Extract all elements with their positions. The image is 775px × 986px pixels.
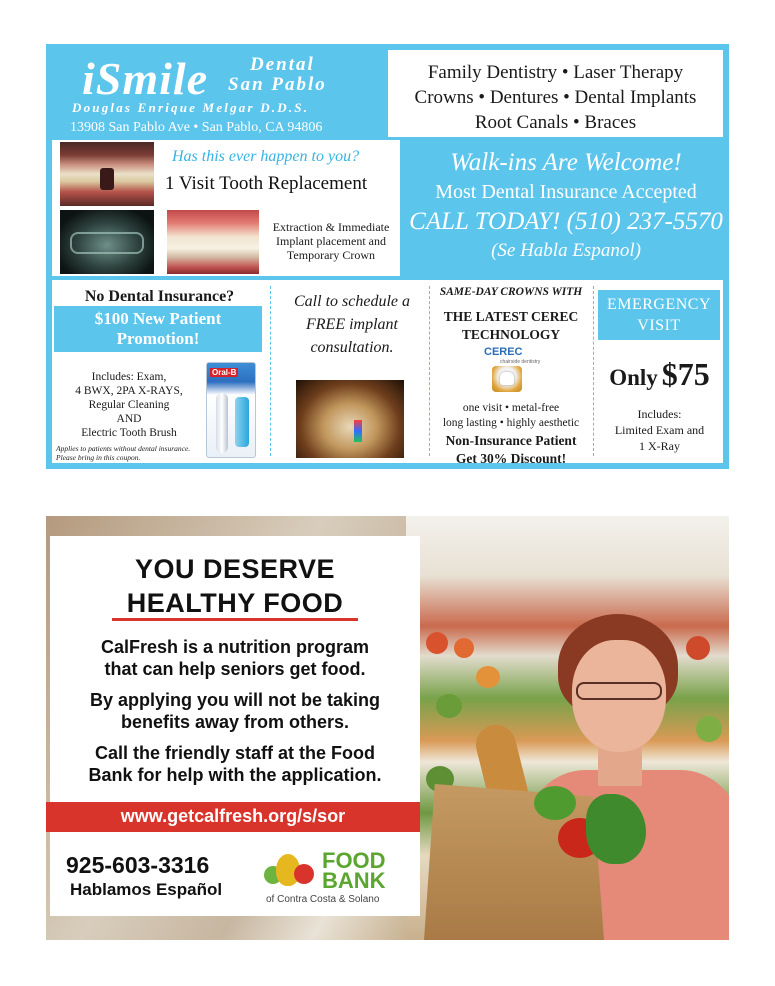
emergency-visit-title [598, 290, 720, 340]
dashed-divider [270, 286, 271, 456]
dental-ad [46, 44, 729, 469]
body-line: benefits away from others. [120, 712, 350, 732]
insurance-accepted: Most Dental Insurance Accepted [435, 181, 697, 203]
body-line: Bank for help with the application. [88, 765, 382, 785]
spanish-spoken: (Se Habla Espanol) [491, 240, 641, 261]
emergency-title-line: VISIT [637, 317, 681, 334]
calfresh-ad [46, 516, 729, 940]
ismile-logo [54, 50, 384, 134]
promo-fine-print [56, 444, 206, 462]
electric-toothbrush-image [206, 362, 256, 458]
doctor-name: Douglas Enrique Melgar D.D.S. [72, 100, 310, 115]
clinic-address: 13908 San Pablo Ave • San Pablo, CA 94806 [70, 120, 323, 135]
calfresh-info-card [50, 536, 420, 916]
emergency-coupon [596, 280, 723, 463]
emergency-title-line: EMERGENCY [606, 296, 712, 313]
logo-subtitle: of Contra Costa & Solano [266, 894, 380, 905]
body-line: that can help seniors get food. [104, 659, 366, 679]
logo-food: FOOD [322, 848, 386, 873]
missing-tooth-photo [60, 142, 154, 206]
spanish-spoken: Hablamos Español [70, 880, 223, 899]
cerec-headline: SAME-DAY CROWNS WITH [439, 286, 583, 298]
service-line: Family Dentistry • Laser Therapy [427, 62, 684, 83]
emergency-price [596, 356, 723, 393]
price-amount: $75 [661, 356, 710, 392]
url-banner [46, 802, 420, 832]
implant-consultation-text: Call to schedule a FREE implant consultation. [294, 293, 410, 356]
call-today-phone: CALL TODAY! (510) 237-5570 [409, 208, 723, 235]
headline-line: HEALTHY FOOD [126, 588, 344, 618]
fine-print-line: Applies to patients without dental insurance. [56, 444, 191, 453]
tooth-replacement-panel [52, 140, 400, 276]
body-line: CalFresh is a nutrition program [100, 637, 370, 657]
body-line: Call the friendly staff at the Food [94, 743, 376, 763]
grocery-bag-image [424, 784, 604, 940]
calfresh-url[interactable]: www.getcalfresh.org/s/sor [120, 806, 346, 826]
headline-underline [112, 618, 358, 621]
dental-scan-photo [60, 210, 154, 274]
walk-ins-block [406, 148, 726, 264]
includes-line: Includes: [637, 407, 682, 421]
includes-line: 4 BWX, 2PA X-RAYS, [75, 385, 183, 397]
no-insurance-title: No Dental Insurance? [84, 288, 235, 305]
cerec-discount-offer [432, 432, 590, 468]
food-bank-logo [262, 850, 414, 912]
pepper-image [534, 786, 576, 820]
emergency-includes [596, 406, 723, 454]
service-line: Root Canals • Braces [474, 112, 637, 133]
coupon-row [52, 280, 723, 466]
cerec-subheadline [432, 308, 590, 344]
cerec-logo-sub: chairside dentistry [500, 359, 541, 365]
cerec-subheadline-line: TECHNOLOGY [461, 327, 561, 342]
includes-line: Limited Exam and [614, 423, 705, 437]
services-list [388, 50, 723, 137]
offer-line: Non-Insurance Patient [445, 433, 577, 448]
logo-city: San Pablo [228, 74, 327, 95]
tomato-icon [294, 864, 314, 884]
price-prefix: Only [609, 365, 658, 390]
cerec-subheadline-line: THE LATEST CEREC [443, 309, 579, 324]
dashed-divider [429, 286, 430, 456]
includes-line: Electric Tooth Brush [81, 427, 177, 439]
tooth-question: Has this ever happen to you? [172, 148, 360, 165]
includes-line: Regular Cleaning [88, 399, 170, 411]
no-insurance-coupon [52, 280, 267, 463]
includes-line: 1 X-Ray [639, 439, 680, 453]
body-line: By applying you will not be taking [89, 690, 381, 710]
fine-print-line: Please bring in this coupon. [56, 453, 141, 462]
tooth-replacement-title: 1 Visit Tooth Replacement [165, 173, 368, 194]
new-patient-promo: $100 New Patient Promotion! [54, 306, 262, 352]
promo-includes [60, 370, 198, 440]
walk-ins-heading: Walk-ins Are Welcome! [450, 149, 682, 176]
jaw-implant-xray [296, 380, 404, 458]
headline-line: YOU DESERVE [134, 554, 336, 584]
logo-bank: BANK [322, 868, 386, 893]
cerec-feature: long lasting • highly aesthetic [442, 417, 580, 429]
crown-icon [492, 366, 522, 392]
service-line: Crowns • Dentures • Dental Implants [414, 87, 697, 108]
toothbrush-brand: Oral-B [212, 368, 237, 377]
includes-line: AND [116, 413, 142, 425]
cerec-coupon [432, 280, 590, 466]
logo-name: iSmile [82, 53, 209, 104]
cerec-logo: CEREC [484, 346, 523, 358]
offer-line: Get 30% Discount! [455, 451, 567, 466]
cerec-feature: one visit • metal-free [462, 402, 560, 414]
restored-tooth-photo [167, 210, 259, 274]
implant-coupon [274, 280, 426, 463]
logo-dental: Dental [250, 54, 315, 75]
includes-line: Includes: Exam, [91, 371, 167, 383]
dashed-divider [593, 286, 594, 456]
phone-number[interactable]: 925-603-3316 [66, 852, 210, 878]
tooth-replacement-description: Extraction & Immediate Implant placement and Temporary Crown [272, 220, 390, 262]
